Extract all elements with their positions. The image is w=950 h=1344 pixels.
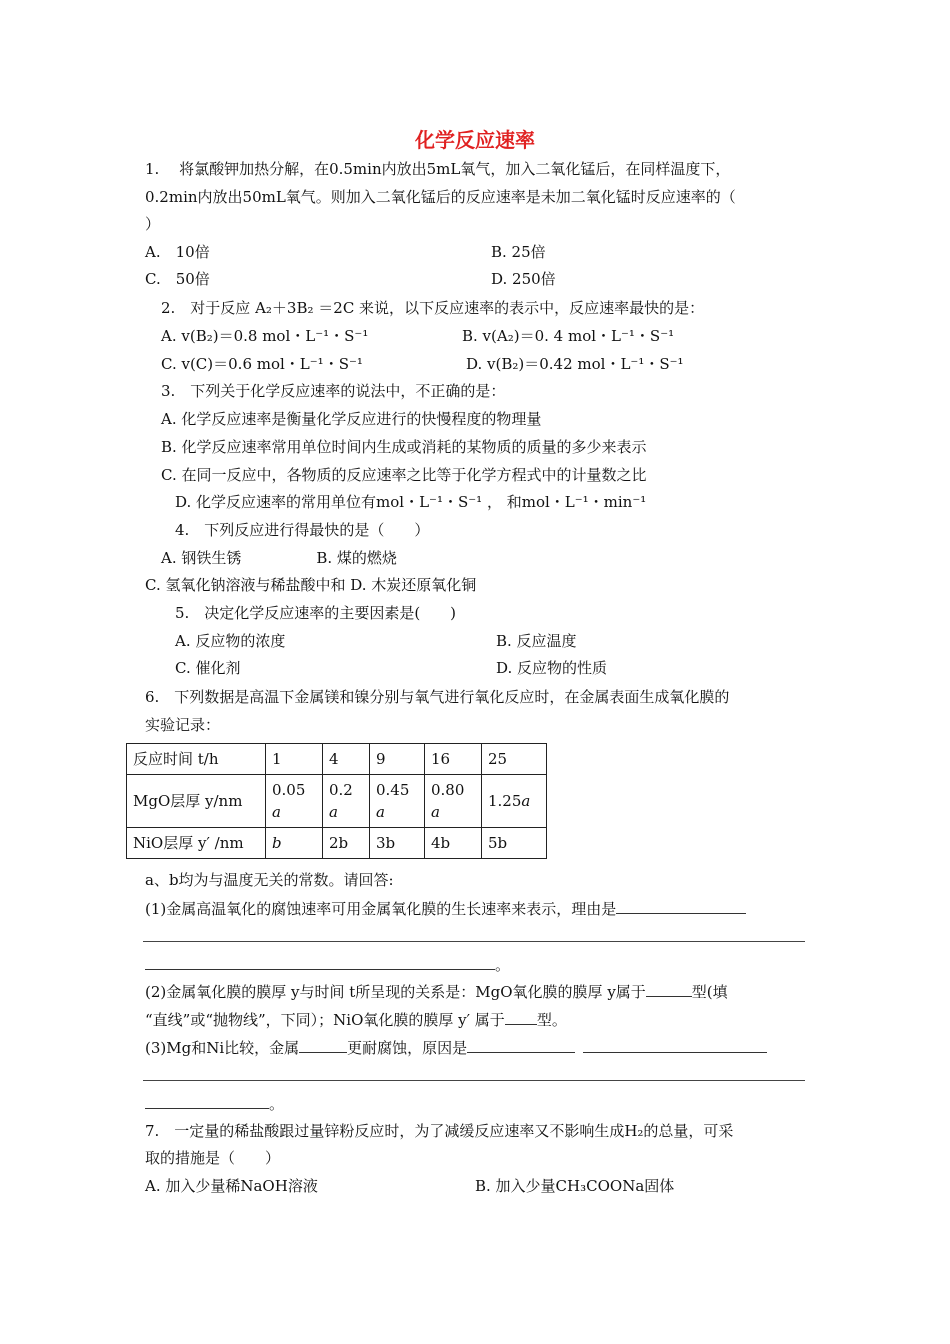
q1-option-c: C. 50倍 [145, 270, 210, 288]
q3-option-a: A. 化学反应速率是衡量化学反应进行的快慢程度的物理量 [161, 410, 542, 428]
q3-option-d: D. 化学反应速率的常用单位有mol・L⁻¹・S⁻¹ ， 和mol・L⁻¹・min⁻¹ [175, 493, 647, 511]
table-cell: b [266, 828, 323, 859]
answer-blank[interactable] [299, 1038, 347, 1053]
table-row [127, 775, 547, 828]
table-cell: 5b [482, 828, 547, 859]
table-header-cell: 9 [370, 744, 425, 775]
table-cell: 3b [370, 828, 425, 859]
q1-option-b: B. 25倍 [491, 243, 546, 261]
table-cell: 0.2 a [323, 775, 370, 828]
answer-blank[interactable] [145, 1094, 269, 1109]
q6-part3-end: 。 [145, 1094, 284, 1114]
oxidation-data-table [126, 743, 547, 859]
q1-option-d: D. 250倍 [491, 270, 556, 288]
answer-blank[interactable] [467, 1038, 575, 1053]
mgo-row-label: MgO层厚 y/nm [127, 775, 266, 828]
answer-blank[interactable] [616, 899, 746, 914]
table-cell: 1.25a [482, 775, 547, 828]
q1-stem-line1: 1. 将氯酸钾加热分解，在0.5min内放出5mL氧气，加入二氧化锰后，在同样温度下， [145, 160, 731, 178]
q7-option-b: B. 加入少量CH₃COONa固体 [475, 1177, 675, 1195]
q3-stem: 3. 下列关于化学反应速率的说法中，不正确的是： [161, 382, 506, 400]
table-row [127, 744, 547, 775]
q6-part2-line2: “直线”或“抛物线”，下同）；NiO氧化膜的膜厚 y′ 属于 型。 [145, 1011, 567, 1029]
q5-option-c: C. 催化剂 [175, 659, 241, 677]
table-header-cell: 25 [482, 744, 547, 775]
q1-stem-line3: ） [145, 215, 161, 233]
table-header-cell: 反应时间 t/h [127, 744, 266, 775]
q6-stem-line1: 6. 下列数据是高温下金属镁和镍分别与氧气进行氧化反应时，在金属表面生成氧化膜的 [145, 688, 730, 706]
q6-part1-line: (1)金属高温氧化的腐蚀速率可用金属氧化膜的生长速率来表示，理由是 [145, 899, 746, 919]
q6-part1-end: 。 [145, 955, 510, 975]
q1-option-a: A. 10倍 [145, 243, 210, 261]
q3-option-b: B. 化学反应速率常用单位时间内生成或消耗的某物质的质量的多少来表示 [161, 438, 647, 456]
q6-part2-line1: (2)金属氧化膜的膜厚 y与时间 t所呈现的关系是：MgO氧化膜的膜厚 y属于 型(填 [145, 983, 728, 1001]
answer-blank[interactable] [505, 1010, 537, 1025]
table-cell: 4b [425, 828, 482, 859]
q3-option-c: C. 在同一反应中，各物质的反应速率之比等于化学方程式中的计量数之比 [161, 466, 647, 484]
q2-option-d: D. v(B₂)＝0.42 mol・L⁻¹・S⁻¹ [466, 355, 684, 373]
table-header-cell: 4 [323, 744, 370, 775]
table-cell: 2b [323, 828, 370, 859]
answer-blank[interactable] [145, 955, 495, 970]
answer-line[interactable] [143, 1080, 805, 1081]
q2-stem: 2. 对于反应 A₂＋3B₂ ＝2C 来说，以下反应速率的表示中，反应速率最快的是： [161, 299, 705, 317]
table-cell: 0.80 a [425, 775, 482, 828]
q1-stem-line2: 0.2min内放出50mL氧气。则加入二氧化锰后的反应速率是未加二氧化锰时反应速率的（ [145, 188, 736, 206]
answer-blank[interactable] [646, 982, 692, 997]
q5-option-b: B. 反应温度 [496, 632, 577, 650]
q2-option-c: C. v(C)＝0.6 mol・L⁻¹・S⁻¹ [161, 355, 363, 373]
q6-part3-line: (3)Mg和Ni比较，金属 更耐腐蚀，原因是 [145, 1038, 767, 1058]
table-row [127, 828, 547, 859]
table-cell: 0.45 a [370, 775, 425, 828]
q5-stem: 5. 决定化学反应速率的主要因素是( ) [175, 604, 457, 622]
q7-stem-line2: 取的措施是（ ） [145, 1149, 281, 1167]
q7-option-a: A. 加入少量稀NaOH溶液 [145, 1177, 318, 1195]
answer-line[interactable] [143, 941, 805, 942]
table-header-cell: 16 [425, 744, 482, 775]
table-header-cell: 1 [266, 744, 323, 775]
q2-option-a: A. v(B₂)＝0.8 mol・L⁻¹・S⁻¹ [161, 327, 369, 345]
answer-blank[interactable] [583, 1038, 767, 1053]
q4-stem: 4. 下列反应进行得最快的是（ ） [175, 521, 430, 539]
q6-note: a、b均为与温度无关的常数。请回答: [145, 871, 394, 889]
q2-option-b: B. v(A₂)＝0. 4 mol・L⁻¹・S⁻¹ [462, 327, 675, 345]
q4-options-line1: A. 钢铁生锈 B. 煤的燃烧 [161, 549, 397, 567]
nio-row-label: NiO层厚 y′ /nm [127, 828, 266, 859]
q6-stem-line2: 实验记录： [145, 716, 221, 734]
q4-options-line2: C. 氢氧化钠溶液与稀盐酸中和 D. 木炭还原氧化铜 [145, 576, 477, 594]
table-cell: 0.05 a [266, 775, 323, 828]
q5-option-a: A. 反应物的浓度 [175, 632, 286, 650]
page-title: 化学反应速率 [415, 128, 535, 152]
q7-stem-line1: 7. 一定量的稀盐酸跟过量锌粉反应时，为了减缓反应速率又不影响生成H₂的总量，可采 [145, 1122, 734, 1140]
q5-option-d: D. 反应物的性质 [496, 659, 608, 677]
